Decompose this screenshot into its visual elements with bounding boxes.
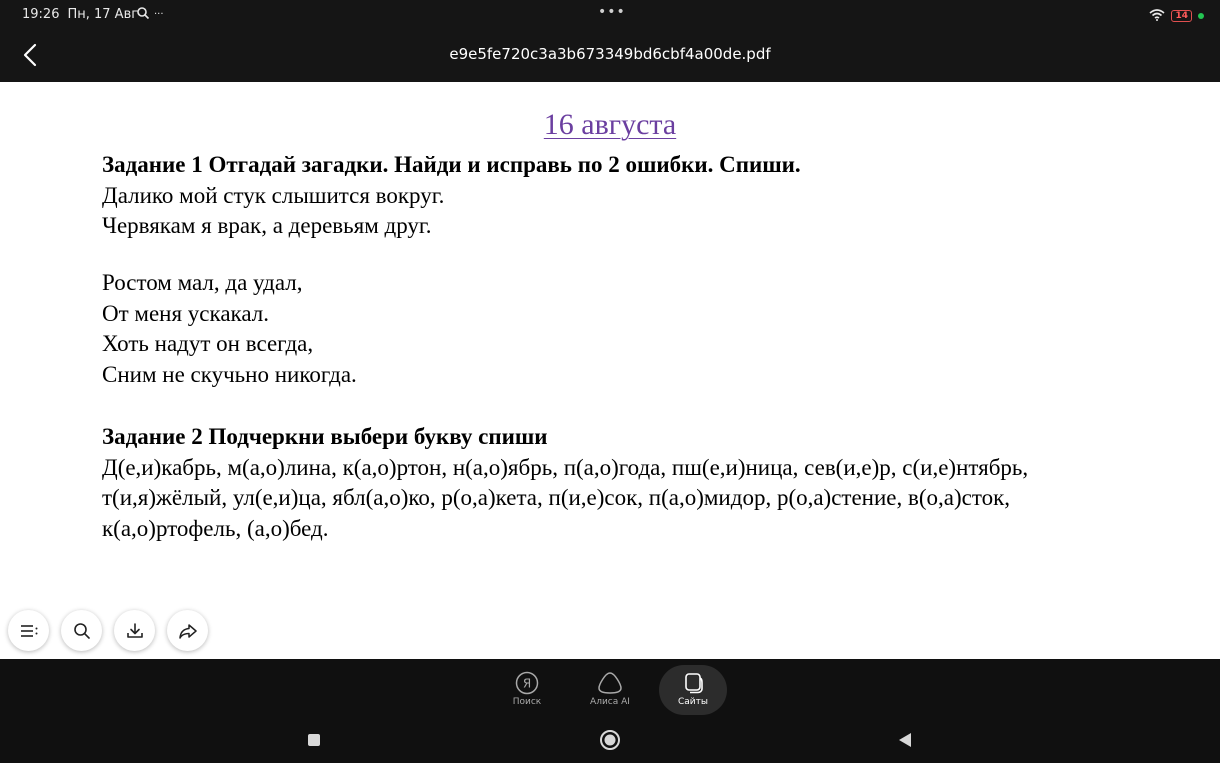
alice-icon: [597, 669, 623, 697]
task-2-line: к(а,о)ртофель, (а,о)бед.: [102, 515, 329, 541]
nav-search[interactable]: [493, 665, 561, 715]
share-icon: [178, 622, 198, 640]
task-1: [102, 150, 801, 242]
nav-alice-label: Алиса AI: [590, 697, 630, 707]
task-2: [102, 422, 1028, 544]
search-status-icon: [136, 5, 150, 24]
task-2-line: Д(е,и)кабрь, м(а,о)лина, к(а,о)ртон, н(а,о)ябрь, п(а,о)года, пш(е,и)ница, сев(и,е)р, с(и,е)нтябрь,: [102, 454, 1029, 480]
window-handle-dots[interactable]: •••: [598, 4, 626, 20]
tabs-icon: [681, 669, 705, 697]
nav-sites-label: Сайты: [678, 697, 708, 707]
svg-text:Я: Я: [522, 676, 532, 691]
task-2-title: Задание 2 Подчеркни выбери букву спиши: [102, 424, 548, 449]
riddle-1-line: Далико мой стук слышится вокруг.: [102, 182, 445, 208]
nav-alice[interactable]: [576, 665, 644, 715]
riddle-2-line: Ростом мал, да удал,: [102, 270, 303, 295]
share-button[interactable]: [167, 610, 208, 651]
riddle-2-line: Сним не скучьно никогда.: [102, 361, 357, 387]
battery-indicator: 14: [1171, 10, 1192, 22]
contents-button[interactable]: [8, 610, 49, 651]
recent-apps-button[interactable]: [303, 729, 325, 751]
status-right: [1149, 6, 1204, 25]
riddle-2-line: Хоть надут он всегда,: [102, 331, 314, 356]
triangle-back-icon: [898, 732, 912, 748]
yandex-search-icon: [515, 669, 539, 697]
riddle-1-line: Червякам я врак, а деревьям друг.: [102, 213, 432, 238]
top-bar: [0, 0, 1220, 82]
back-system-button[interactable]: [894, 729, 916, 751]
download-icon: [126, 622, 144, 640]
nav-search-label: Поиск: [512, 697, 542, 707]
status-time: 19:26: [22, 7, 60, 22]
task-1-title: Задание 1 Отгадай загадки. Найди и исправь по 2 ошибки. Спиши.: [102, 152, 801, 177]
task-2-line: т(и,я)жёлый, ул(е,и)ца, ябл(а,о)ко, р(о,а)кета, п(и,е)сок, п(а,о)мидор, р(о,а)стение, в(о,а)сток,: [102, 485, 1011, 510]
status-clock: [22, 7, 138, 22]
status-left-icons: [136, 5, 164, 24]
status-date: Пн, 17 Авг: [67, 7, 139, 22]
home-circle-icon: [599, 729, 621, 751]
document-title: e9e5fe720c3a3b673349bd6cbf4a00de.pdf: [449, 45, 771, 63]
bottom-bar: [0, 659, 1220, 763]
search-icon: [73, 622, 91, 640]
status-dot: [1198, 13, 1204, 19]
date-heading: 16 августа: [543, 108, 677, 141]
list-icon: [19, 623, 39, 639]
download-button[interactable]: [114, 610, 155, 651]
riddle-2: [102, 268, 357, 390]
wifi-icon: [1149, 6, 1165, 25]
pdf-toolbar: [8, 610, 208, 651]
home-button[interactable]: [599, 729, 621, 751]
search-button[interactable]: [61, 610, 102, 651]
square-icon: [307, 733, 321, 747]
nav-sites[interactable]: [659, 665, 727, 715]
riddle-2-line: От меня ускакал.: [102, 300, 270, 326]
more-status-icon: ···: [154, 9, 164, 20]
pdf-page: [0, 82, 1220, 659]
